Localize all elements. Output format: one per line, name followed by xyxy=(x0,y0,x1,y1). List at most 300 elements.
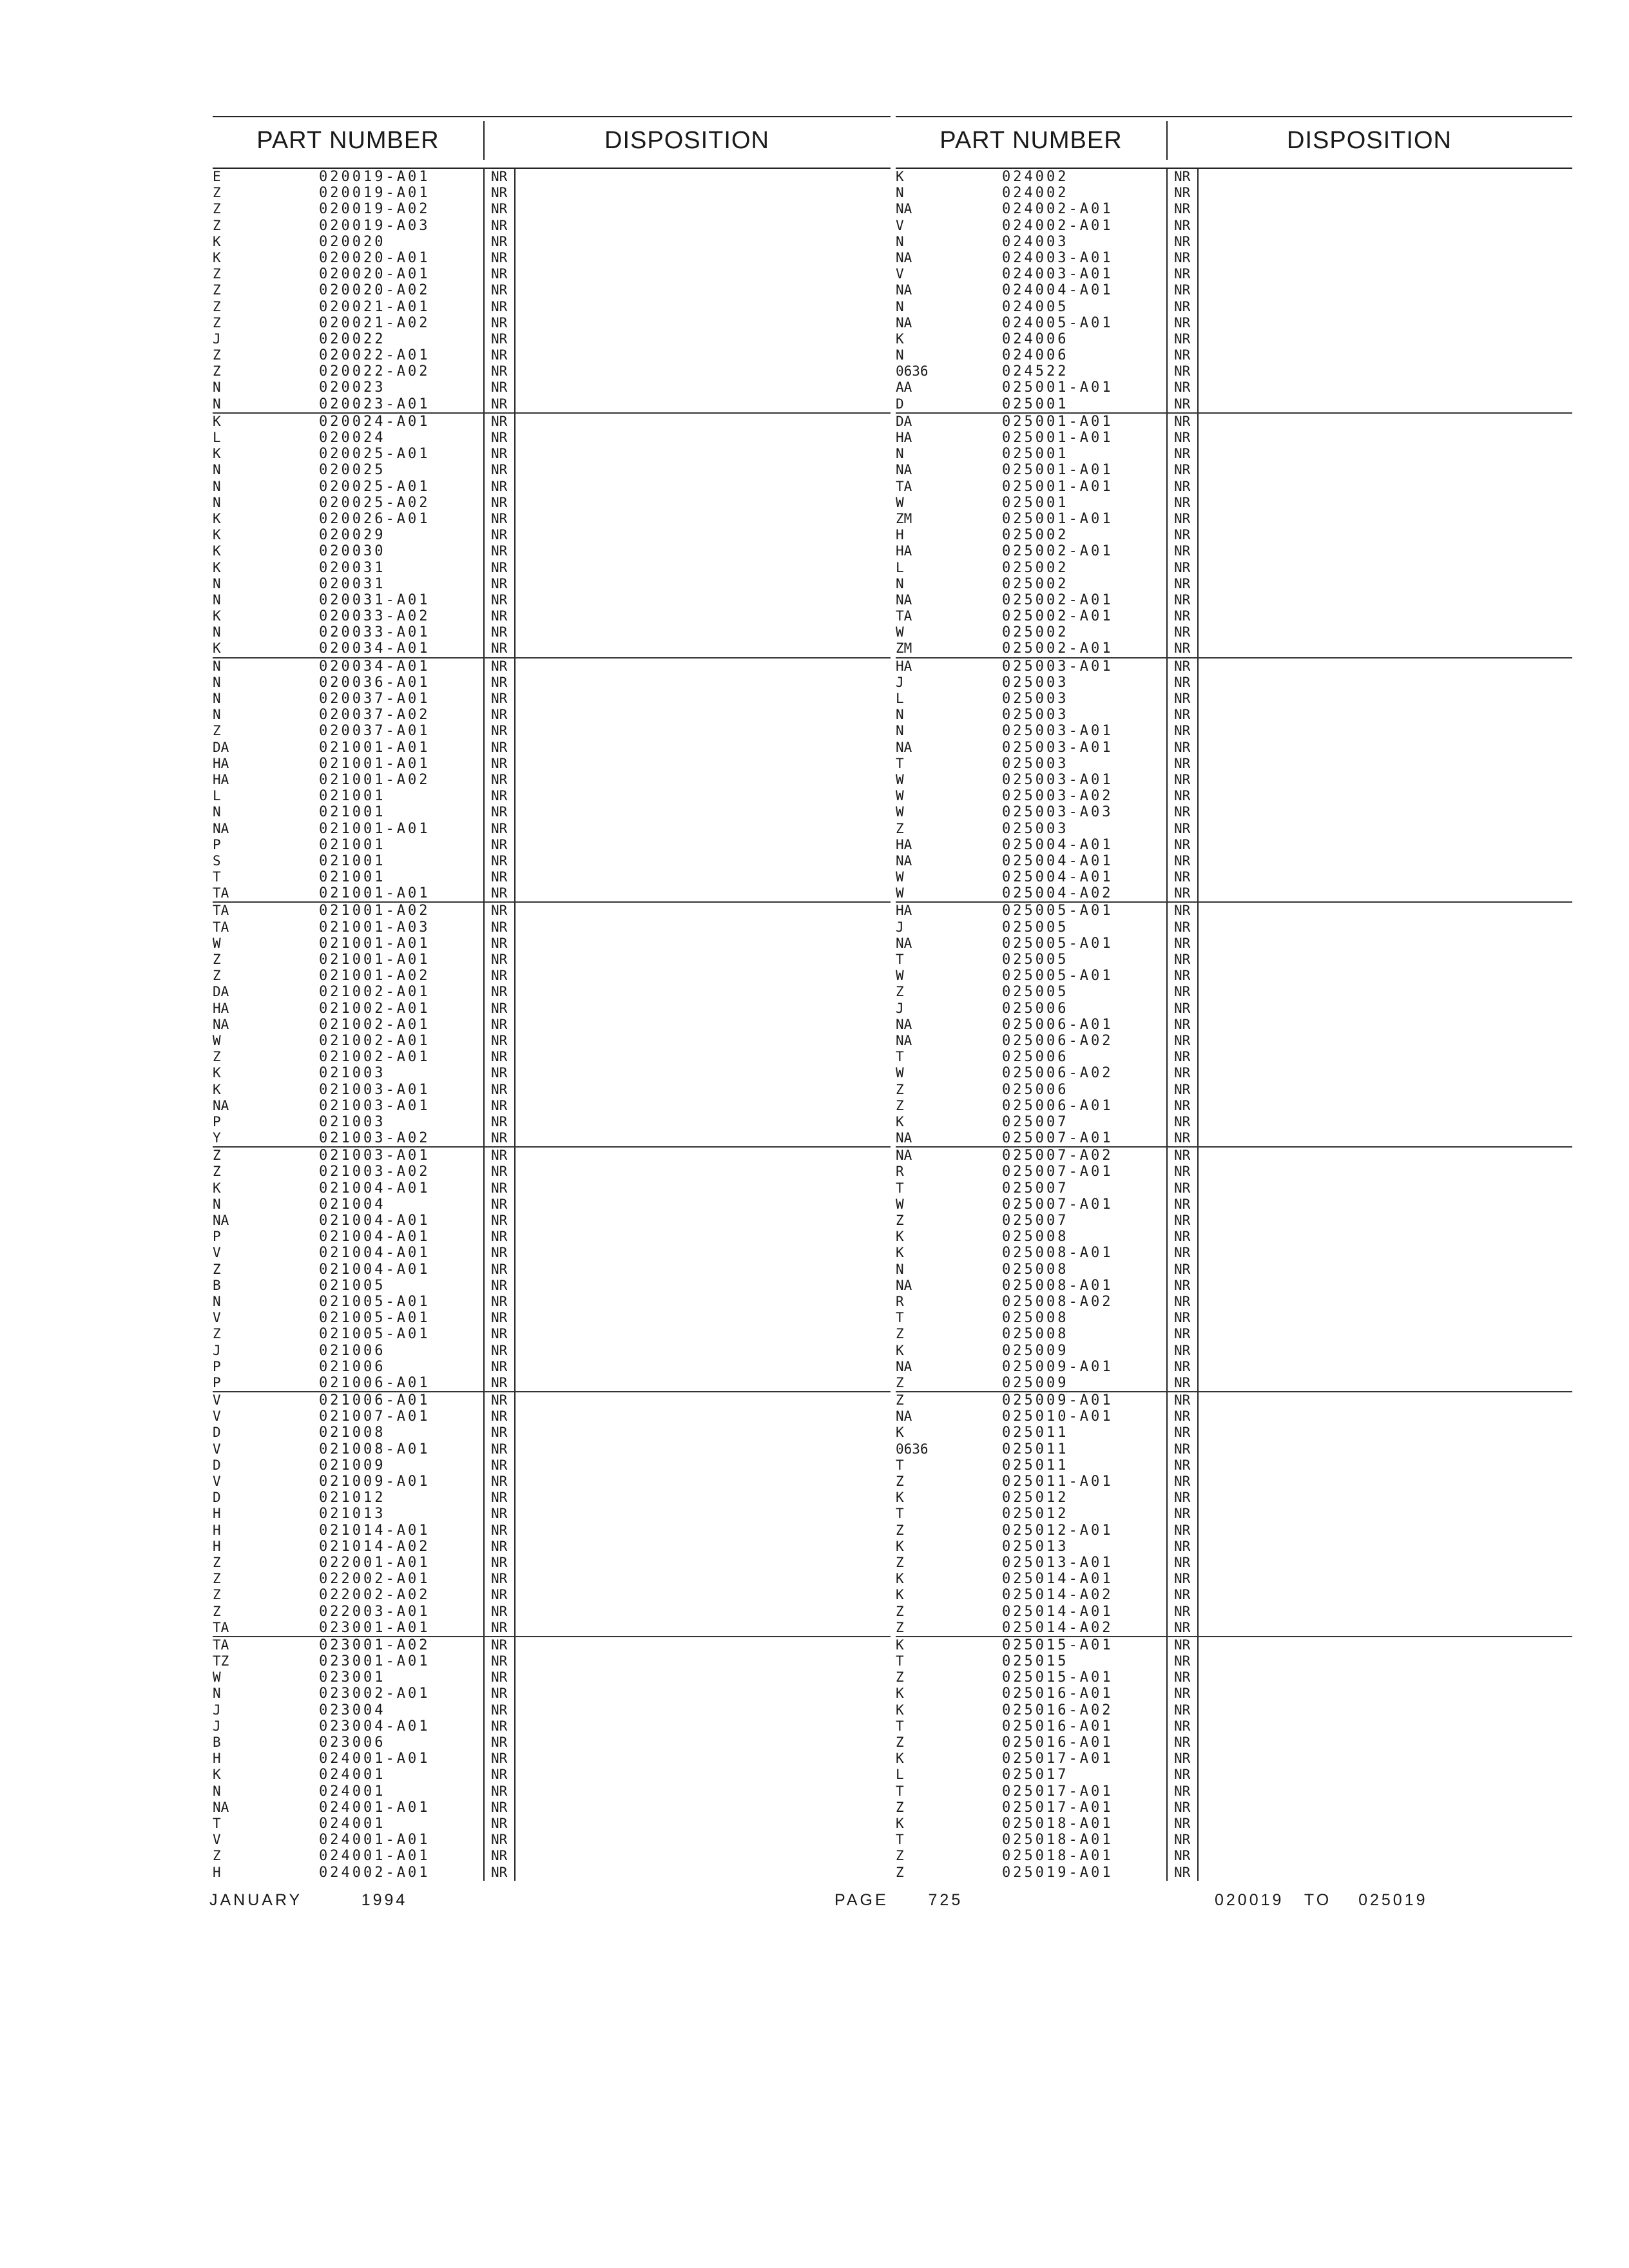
row-code: NA xyxy=(213,1799,229,1815)
table-row xyxy=(896,1065,1572,1081)
row-code: T xyxy=(896,1783,904,1799)
row-code: V xyxy=(213,1392,221,1408)
row-disposition: NR xyxy=(1166,234,1199,250)
row-disposition: NR xyxy=(1166,347,1199,363)
table-row xyxy=(213,608,891,624)
table-row xyxy=(896,1555,1572,1571)
row-disposition: NR xyxy=(483,1343,516,1359)
row-disposition: NR xyxy=(483,282,516,298)
row-disposition: NR xyxy=(1166,1441,1199,1457)
row-disposition: NR xyxy=(1166,1816,1199,1832)
table-row xyxy=(896,511,1572,527)
row-code: T xyxy=(896,1049,904,1065)
row-part-number: 023006 xyxy=(319,1735,386,1751)
row-part-number: 025002 xyxy=(1002,575,1069,592)
row-code: N xyxy=(896,347,904,363)
row-code: N xyxy=(213,462,221,478)
row-disposition: NR xyxy=(1166,560,1199,576)
row-disposition: NR xyxy=(1166,1130,1199,1146)
row-part-number: 025002 xyxy=(1002,527,1069,544)
row-disposition: NR xyxy=(483,1735,516,1751)
table-row xyxy=(213,299,891,315)
row-part-number: 025018-A01 xyxy=(1002,1848,1113,1865)
row-disposition: NR xyxy=(483,560,516,576)
row-code: Z xyxy=(213,363,221,380)
row-code: NA xyxy=(213,1213,229,1228)
row-part-number: 024005-A01 xyxy=(1002,314,1113,331)
row-disposition: NR xyxy=(1166,1490,1199,1506)
table-row xyxy=(213,1751,891,1767)
table-row xyxy=(213,1767,891,1783)
table-row xyxy=(896,1620,1572,1636)
table-row xyxy=(213,1180,891,1196)
row-part-number: 025011-A01 xyxy=(1002,1474,1113,1490)
footer-page-label: PAGE xyxy=(834,1891,889,1909)
row-disposition: NR xyxy=(1166,1523,1199,1539)
table-row xyxy=(896,1571,1572,1587)
row-disposition: NR xyxy=(483,837,516,853)
table-row xyxy=(896,1033,1572,1049)
row-disposition: NR xyxy=(1166,1326,1199,1342)
table-row xyxy=(896,396,1572,412)
row-disposition: NR xyxy=(1166,1555,1199,1571)
table-row xyxy=(213,511,891,527)
row-disposition: NR xyxy=(483,363,516,380)
table-row xyxy=(896,201,1572,217)
row-code: Z xyxy=(213,217,221,233)
table-row xyxy=(896,1735,1572,1751)
row-part-number: 021002-A01 xyxy=(319,1049,430,1066)
row-code: N xyxy=(896,707,904,723)
row-disposition: NR xyxy=(483,885,516,901)
row-code: H xyxy=(213,1506,221,1522)
table-row xyxy=(213,1033,891,1049)
row-part-number: 021004-A01 xyxy=(319,1245,430,1262)
row-disposition: NR xyxy=(483,234,516,250)
table-row xyxy=(896,495,1572,511)
table-row xyxy=(896,1196,1572,1213)
row-part-number: 025003-A02 xyxy=(1002,788,1113,805)
row-code: NA xyxy=(896,462,912,478)
table-row xyxy=(213,1457,891,1474)
row-part-number: 025010-A01 xyxy=(1002,1408,1113,1425)
row-disposition: NR xyxy=(483,1653,516,1669)
row-disposition: NR xyxy=(483,462,516,478)
row-code: NA xyxy=(896,1032,912,1048)
row-part-number: 021009-A01 xyxy=(319,1474,430,1490)
table-row xyxy=(896,1164,1572,1180)
table-row xyxy=(896,657,1572,675)
row-code: Z xyxy=(896,1081,904,1097)
row-part-number: 025008 xyxy=(1002,1229,1069,1245)
row-part-number: 020019-A01 xyxy=(319,185,430,202)
row-disposition: NR xyxy=(1166,1310,1199,1326)
row-part-number: 021003-A01 xyxy=(319,1148,430,1164)
row-part-number: 020037-A01 xyxy=(319,723,430,740)
row-disposition: NR xyxy=(1166,885,1199,901)
row-disposition: NR xyxy=(1166,218,1199,234)
row-code: H xyxy=(213,1522,221,1538)
row-disposition: NR xyxy=(483,1702,516,1718)
table-row xyxy=(896,1783,1572,1800)
row-disposition: NR xyxy=(1166,201,1199,217)
row-code: D xyxy=(213,1457,221,1473)
table-row xyxy=(896,1636,1572,1653)
row-code: NA xyxy=(896,314,912,331)
table-row xyxy=(213,169,891,185)
row-code: NA xyxy=(896,935,912,951)
row-disposition: NR xyxy=(483,1148,516,1164)
row-disposition: NR xyxy=(483,984,516,1000)
table-row xyxy=(213,1800,891,1816)
row-code: N xyxy=(213,1293,221,1309)
row-disposition: NR xyxy=(1166,1539,1199,1555)
row-part-number: 025016-A01 xyxy=(1002,1735,1113,1751)
table-row xyxy=(896,1718,1572,1735)
row-disposition: NR xyxy=(1166,1865,1199,1881)
row-part-number: 020037-A01 xyxy=(319,691,430,707)
row-part-number: 021001-A02 xyxy=(319,968,430,985)
row-part-number: 021003-A01 xyxy=(319,1081,430,1098)
table-row xyxy=(213,837,891,853)
row-disposition: NR xyxy=(1166,511,1199,527)
row-disposition: NR xyxy=(483,495,516,511)
row-code: D xyxy=(213,1425,221,1441)
row-disposition: NR xyxy=(483,1686,516,1702)
row-code: S xyxy=(213,852,221,869)
row-code: P xyxy=(213,1229,221,1245)
row-disposition: NR xyxy=(483,1245,516,1261)
row-disposition: NR xyxy=(1166,331,1199,347)
table-row xyxy=(896,1767,1572,1783)
row-code: Z xyxy=(213,1587,221,1603)
footer-date xyxy=(209,1891,407,1910)
row-disposition: NR xyxy=(1166,821,1199,837)
table-row xyxy=(213,1408,891,1425)
row-code: TA xyxy=(213,1619,229,1635)
row-part-number: 025008-A01 xyxy=(1002,1245,1113,1262)
row-code: Z xyxy=(213,968,221,984)
row-part-number: 025006-A01 xyxy=(1002,1097,1113,1114)
row-code: HA xyxy=(213,1000,229,1016)
row-code: Z xyxy=(896,1554,904,1570)
row-disposition: NR xyxy=(483,169,516,185)
row-part-number: 021003 xyxy=(319,1113,386,1130)
row-part-number: 021001 xyxy=(319,852,386,869)
row-code: NA xyxy=(896,1408,912,1425)
table-row xyxy=(213,1523,891,1539)
row-part-number: 023001 xyxy=(319,1669,386,1686)
row-code: K xyxy=(213,233,221,249)
row-code: Z xyxy=(213,201,221,217)
row-disposition: NR xyxy=(483,396,516,412)
row-code: N xyxy=(213,804,221,820)
row-code: NA xyxy=(896,852,912,869)
row-code: K xyxy=(213,1180,221,1196)
row-disposition: NR xyxy=(1166,640,1199,657)
table-row xyxy=(896,608,1572,624)
row-code: N xyxy=(213,624,221,640)
row-code: Z xyxy=(213,314,221,331)
table-row xyxy=(896,788,1572,804)
row-disposition: NR xyxy=(1166,1783,1199,1800)
row-code: H xyxy=(213,1864,221,1880)
row-code: N xyxy=(896,446,904,462)
row-part-number: 021006-A01 xyxy=(319,1374,430,1391)
row-code: L xyxy=(896,691,904,706)
row-part-number: 025003-A03 xyxy=(1002,804,1113,821)
row-part-number: 020022-A02 xyxy=(319,363,430,380)
row-code: NA xyxy=(896,282,912,298)
row-disposition: NR xyxy=(483,250,516,266)
row-part-number: 020024-A01 xyxy=(319,413,430,430)
table-row xyxy=(213,804,891,820)
row-code: N xyxy=(896,1261,904,1277)
row-disposition: NR xyxy=(483,1751,516,1767)
row-code: HA xyxy=(896,903,912,919)
row-code: K xyxy=(213,1081,221,1097)
row-part-number: 020030 xyxy=(319,543,386,560)
row-part-number: 025011 xyxy=(1002,1441,1069,1457)
row-code: HA xyxy=(896,430,912,445)
row-code: TA xyxy=(213,885,229,901)
table-row xyxy=(213,1506,891,1522)
row-part-number: 021007-A01 xyxy=(319,1408,430,1425)
row-code: K xyxy=(213,510,221,526)
row-disposition: NR xyxy=(1166,363,1199,380)
row-code: Z xyxy=(896,1799,904,1815)
row-disposition: NR xyxy=(1166,495,1199,511)
row-disposition: NR xyxy=(483,608,516,624)
left-column xyxy=(213,116,891,1881)
row-disposition: NR xyxy=(483,1848,516,1864)
row-disposition: NR xyxy=(1166,1033,1199,1049)
table-row xyxy=(213,1587,891,1603)
row-code: ZM xyxy=(896,510,912,526)
row-disposition: NR xyxy=(483,479,516,495)
table-row xyxy=(213,1049,891,1065)
table-row xyxy=(896,1587,1572,1603)
row-code: K xyxy=(213,527,221,543)
table-row xyxy=(896,1604,1572,1620)
table-row xyxy=(896,331,1572,347)
row-part-number: 025002-A01 xyxy=(1002,543,1113,560)
row-code: Z xyxy=(213,1049,221,1065)
row-part-number: 020033-A02 xyxy=(319,608,430,625)
row-code: NA xyxy=(896,1148,912,1164)
row-disposition: NR xyxy=(1166,1049,1199,1065)
row-code: K xyxy=(896,1245,904,1261)
row-disposition: NR xyxy=(1166,658,1199,675)
table-row xyxy=(896,1425,1572,1441)
row-part-number: 024003-A01 xyxy=(1002,249,1113,266)
row-code: W xyxy=(896,804,904,820)
row-part-number: 025007 xyxy=(1002,1213,1069,1229)
row-disposition: NR xyxy=(483,1587,516,1603)
row-disposition: NR xyxy=(1166,1114,1199,1130)
row-part-number: 020036-A01 xyxy=(319,674,430,691)
table-row xyxy=(896,462,1572,478)
row-code: NA xyxy=(896,1358,912,1374)
table-row xyxy=(896,1865,1572,1881)
row-code: AA xyxy=(896,380,912,396)
row-code: Z xyxy=(896,1848,904,1864)
row-disposition: NR xyxy=(1166,527,1199,543)
table-row xyxy=(896,1474,1572,1490)
row-code: T xyxy=(213,1815,221,1831)
row-disposition: NR xyxy=(1166,250,1199,266)
row-code: J xyxy=(213,1702,221,1718)
row-code: W xyxy=(896,968,904,984)
row-code: Z xyxy=(896,820,904,836)
row-disposition: NR xyxy=(1166,1082,1199,1098)
row-part-number: 025002-A01 xyxy=(1002,640,1113,657)
table-row xyxy=(213,1636,891,1653)
row-part-number: 025005 xyxy=(1002,919,1069,936)
row-part-number: 020022-A01 xyxy=(319,347,430,364)
row-disposition: NR xyxy=(483,853,516,869)
row-part-number: 025003 xyxy=(1002,755,1069,772)
row-disposition: NR xyxy=(483,658,516,675)
table-row xyxy=(213,624,891,640)
row-code: Z xyxy=(213,282,221,298)
row-code: R xyxy=(896,1293,904,1309)
row-disposition: NR xyxy=(1166,1065,1199,1081)
table-row xyxy=(213,1604,891,1620)
row-code: H xyxy=(213,1538,221,1554)
row-disposition: NR xyxy=(1166,1604,1199,1620)
row-part-number: 021001-A02 xyxy=(319,903,430,919)
row-part-number: 025016-A01 xyxy=(1002,1718,1113,1735)
table-row xyxy=(896,479,1572,495)
row-disposition: NR xyxy=(483,821,516,837)
row-disposition: NR xyxy=(1166,282,1199,298)
table-row xyxy=(896,740,1572,756)
table-row xyxy=(896,446,1572,462)
table-row xyxy=(896,1278,1572,1294)
row-disposition: NR xyxy=(483,1832,516,1848)
row-disposition: NR xyxy=(483,1425,516,1441)
row-code: W xyxy=(896,885,904,901)
row-disposition: NR xyxy=(483,1278,516,1294)
row-part-number: 025003 xyxy=(1002,707,1069,724)
table-row xyxy=(896,363,1572,380)
row-part-number: 024002-A01 xyxy=(319,1864,430,1881)
row-disposition: NR xyxy=(483,543,516,559)
row-part-number: 022002-A02 xyxy=(319,1587,430,1604)
row-part-number: 025006 xyxy=(1002,1000,1069,1017)
table-row xyxy=(213,430,891,446)
row-code: N xyxy=(213,591,221,608)
row-code: W xyxy=(213,1669,221,1686)
table-row xyxy=(213,1555,891,1571)
row-disposition: NR xyxy=(483,218,516,234)
row-disposition: NR xyxy=(1166,380,1199,396)
row-part-number: 021001-A01 xyxy=(319,739,430,756)
row-part-number: 024003 xyxy=(1002,233,1069,250)
row-disposition: NR xyxy=(1166,479,1199,495)
row-disposition: NR xyxy=(1166,1767,1199,1783)
row-disposition: NR xyxy=(483,903,516,919)
row-part-number: 025018-A01 xyxy=(1002,1815,1113,1832)
table-row xyxy=(213,1490,891,1506)
row-disposition: NR xyxy=(483,1571,516,1587)
row-part-number: 020029 xyxy=(319,527,386,544)
row-code: K xyxy=(896,1571,904,1587)
row-disposition: NR xyxy=(1166,1017,1199,1033)
row-part-number: 021009 xyxy=(319,1457,386,1474)
table-row xyxy=(896,1180,1572,1196)
row-part-number: 021004-A01 xyxy=(319,1261,430,1278)
row-disposition: NR xyxy=(483,1800,516,1816)
row-disposition: NR xyxy=(1166,772,1199,788)
row-code: T xyxy=(896,1506,904,1522)
row-part-number: 025009 xyxy=(1002,1342,1069,1359)
row-part-number: 025007 xyxy=(1002,1113,1069,1130)
row-part-number: 024004-A01 xyxy=(1002,282,1113,299)
row-code: Z xyxy=(896,1213,904,1228)
row-part-number: 021012 xyxy=(319,1490,386,1506)
row-disposition: NR xyxy=(1166,723,1199,739)
row-disposition: NR xyxy=(483,1001,516,1017)
row-disposition: NR xyxy=(1166,1262,1199,1278)
row-code: HA xyxy=(213,771,229,787)
footer-year: 1994 xyxy=(361,1891,408,1909)
row-code: J xyxy=(213,1342,221,1358)
table-row xyxy=(213,1065,891,1081)
row-part-number: 025005-A01 xyxy=(1002,935,1113,952)
row-disposition: NR xyxy=(1166,1392,1199,1408)
row-code: L xyxy=(213,788,221,804)
table-row xyxy=(896,347,1572,363)
row-disposition: NR xyxy=(1166,1180,1199,1196)
row-disposition: NR xyxy=(1166,1294,1199,1310)
row-disposition: NR xyxy=(1166,1148,1199,1164)
row-part-number: 025007-A02 xyxy=(1002,1148,1113,1164)
row-disposition: NR xyxy=(483,788,516,804)
row-disposition: NR xyxy=(1166,837,1199,853)
row-disposition: NR xyxy=(483,1718,516,1735)
row-code: DA xyxy=(213,739,229,755)
table-row xyxy=(213,1669,891,1686)
row-disposition: NR xyxy=(1166,1164,1199,1180)
row-disposition: NR xyxy=(1166,576,1199,592)
table-row xyxy=(213,234,891,250)
row-part-number: 021006 xyxy=(319,1342,386,1359)
right-column xyxy=(896,116,1572,1881)
row-disposition: NR xyxy=(483,1604,516,1620)
row-code: K xyxy=(896,1342,904,1358)
row-disposition: NR xyxy=(1166,1751,1199,1767)
row-part-number: 025017 xyxy=(1002,1767,1069,1783)
row-part-number: 020020 xyxy=(319,233,386,250)
row-part-number: 020026-A01 xyxy=(319,510,430,527)
row-disposition: NR xyxy=(1166,1800,1199,1816)
row-code: W xyxy=(896,1065,904,1081)
row-part-number: 025003-A01 xyxy=(1002,739,1113,756)
row-disposition: NR xyxy=(483,1555,516,1571)
footer-range-start: 020019 xyxy=(1215,1891,1284,1909)
row-part-number: 025001-A01 xyxy=(1002,478,1113,495)
row-disposition: NR xyxy=(483,1310,516,1326)
row-disposition: NR xyxy=(483,691,516,707)
row-code: N xyxy=(213,396,221,412)
row-code: NA xyxy=(213,1016,229,1032)
table-row xyxy=(213,1653,891,1669)
table-row xyxy=(896,1098,1572,1114)
row-code: Z xyxy=(896,1097,904,1113)
row-disposition: NR xyxy=(483,624,516,640)
